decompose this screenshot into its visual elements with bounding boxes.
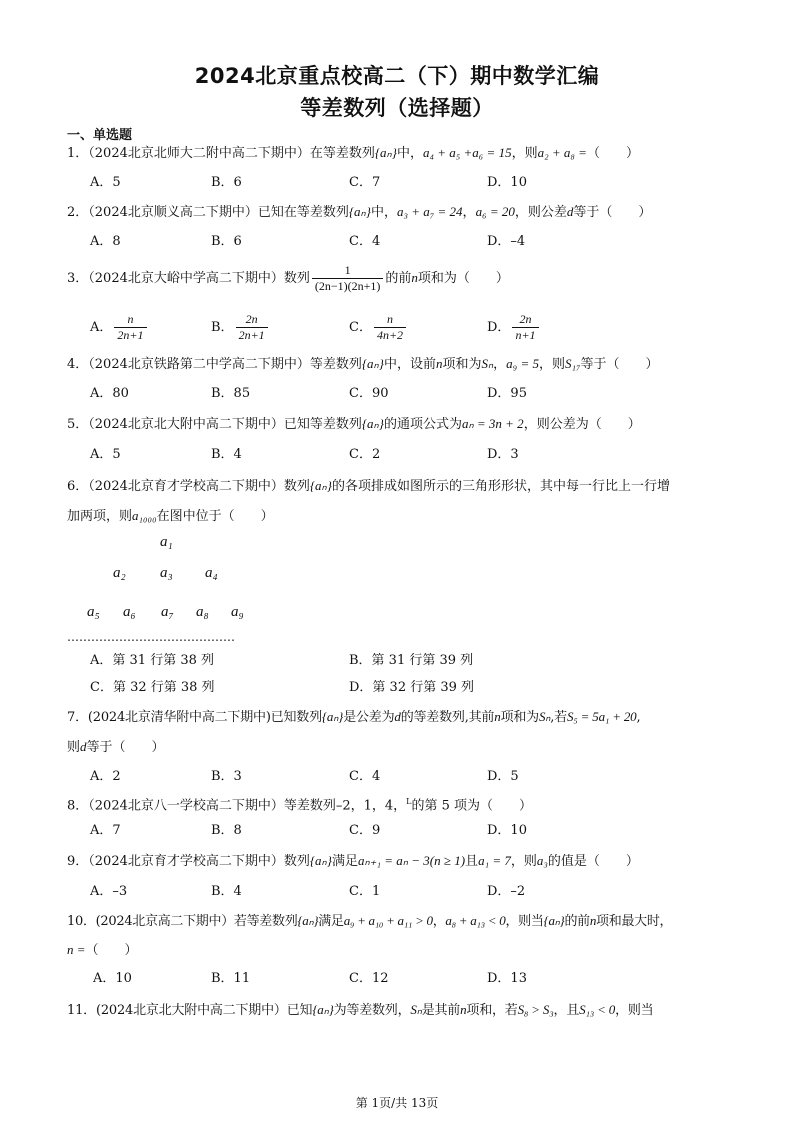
q10-text-d: 的前 [564, 914, 590, 929]
q9-text-c: 且 [465, 854, 479, 869]
q7-var-d-2: d [80, 739, 87, 754]
q7-option-d: D．5 [487, 769, 519, 784]
q3-d-frac [512, 312, 538, 343]
q11-seq: {aₙ} [312, 1002, 334, 1017]
q5-seq: {aₙ} [361, 416, 384, 431]
q5-text-c: ，则公差为（ ） [523, 417, 641, 432]
q5-text-b: 的通项公式为 [383, 417, 462, 432]
q7-text-f: 则 [67, 740, 81, 755]
q4-s17: S₁₇ [564, 356, 581, 371]
q6-a1000: a₁₀₀₀ [132, 508, 157, 523]
q3-b-label: B． [211, 320, 234, 335]
q8-text-a: 8．（2024北京八一学校高二下期中）等差数列–2，1，4， [67, 798, 407, 814]
q8-option-a: A．7 [90, 823, 121, 838]
q3-a-frac [114, 312, 146, 343]
q10-cond-1: a₉ + a₁₀ + a₁₁ > 0 [343, 913, 433, 928]
triangle-continuation-dots: …………………………………… [67, 630, 235, 644]
q3-var-n: n [411, 270, 418, 285]
q11-text-f: ，则当 [615, 1003, 654, 1018]
q8-option-c: C．9 [349, 823, 381, 838]
q1-option-c: C．7 [349, 175, 381, 190]
q1-text-a: 1．（2024北京北师大二附中高二下期中）在等差数列 [67, 146, 375, 161]
q4-var-n: n [435, 356, 443, 371]
q1-option-b: B．6 [211, 175, 242, 190]
q4-option-a: A．80 [90, 386, 129, 401]
q11-var-n: n [460, 1002, 467, 1017]
q10-text-e: 项和最大时， [596, 914, 673, 929]
q10-var-n: n [589, 913, 597, 928]
question-7-line-1 [67, 708, 732, 727]
q5-formula: aₙ = 3n + 2 [461, 416, 524, 431]
q2-option-d: D．–4 [487, 234, 526, 249]
q9-initial: a₁ = 7 [478, 853, 511, 868]
q3-a-den: 2n+1 [117, 328, 144, 342]
q1-formula: a₄ + a₅ +a₆ = 15 [422, 145, 512, 160]
q8-ellipsis: L [406, 797, 412, 806]
q6-text-c: 加两项，则 [67, 509, 133, 524]
q7-text-c: 的等差数列,其前 [400, 710, 495, 725]
q7-sn: Sₙ [538, 709, 551, 724]
q9-text-a: 9．（2024北京育才学校高二下期中）数列 [67, 854, 310, 869]
q2-var-d: d [566, 204, 574, 219]
q7-formula: S₅ = 5a₁ + 20 [566, 709, 637, 724]
q7-text-a: 7．(2024北京清华附中高二下期中)已知数列 [67, 710, 322, 725]
q7-text-e: ,若 [550, 710, 567, 725]
q3-b-den: 2n+1 [238, 328, 265, 342]
q4-option-d: D．95 [487, 386, 527, 401]
question-3 [67, 261, 732, 296]
q3-d-den: n+1 [515, 328, 536, 342]
question-2 [67, 203, 732, 222]
q3-c-frac [374, 312, 406, 343]
question-11 [67, 1001, 732, 1020]
q6-option-b: B．第 31 行第 39 列 [349, 653, 474, 668]
q11-cond-2: S₁₃ < 0 [579, 1002, 616, 1017]
q2-sep: ， [462, 205, 476, 220]
q3-text-c: 项和为（ ） [417, 271, 509, 286]
triangle-term: a₂ [113, 565, 126, 581]
q7-text-b: 是公差为 [343, 710, 395, 725]
q3-option-d [487, 312, 541, 343]
q4-option-b: B．85 [211, 386, 251, 401]
triangle-term: a₅ [87, 604, 100, 620]
triangle-term: a₃ [160, 565, 173, 581]
q6-seq: {aₙ} [309, 478, 332, 493]
q3-fraction [312, 263, 384, 294]
doc-title-line1: 2024北京重点校高二（下）期中数学汇编 [194, 64, 600, 88]
q5-text-a: 5．（2024北京北大附中高二下期中）已知等差数列 [67, 417, 362, 432]
q2-formula-2: a₆ = 20 [475, 204, 515, 219]
question-1 [67, 144, 732, 163]
q3-option-b [211, 312, 270, 343]
q3-b-frac [236, 312, 268, 343]
triangle-term: a₁ [160, 534, 173, 550]
q10-option-b: B．11 [211, 971, 251, 986]
q11-cond-1: S₈ > S₃ [517, 1002, 554, 1017]
q4-text-a: 4．（2024北京铁路第二中学高二下期中）等差数列 [67, 357, 362, 372]
q1-formula-2: a₂ + a₈ = [537, 145, 587, 160]
q5-option-a: A．5 [90, 447, 121, 462]
q3-b-num: 2n [236, 312, 268, 328]
q6-option-a: A．第 31 行第 38 列 [90, 653, 215, 668]
q11-text-b: 为等差数列， [333, 1003, 411, 1018]
q4-text-e: 等于（ ） [580, 357, 659, 372]
question-10-line-1 [67, 912, 732, 931]
q2-formula: a₃ + a₇ = 24 [396, 204, 463, 219]
q7-option-a: A．2 [90, 769, 121, 784]
q4-text-b: 中，设前 [383, 357, 436, 372]
q10-seq: {aₙ} [297, 913, 319, 928]
q8-option-d: D．10 [487, 823, 527, 838]
question-5 [67, 415, 732, 434]
q7-comma: , [636, 710, 641, 725]
question-4 [67, 355, 732, 374]
q2-option-c: C．4 [349, 234, 381, 249]
page-footer: 第 1页/共 13页 [355, 1096, 439, 1110]
q1-blank: （ ） [586, 146, 639, 161]
q6-text-a: 6．（2024北京育才学校高二下期中）数列 [67, 479, 310, 494]
q2-seq: {aₙ} [348, 204, 371, 219]
q6-text-b: 的各项排成如图所示的三角形形状，其中每一行比上一行增 [331, 479, 670, 494]
q10-option-a: A．10 [93, 971, 132, 986]
q11-text-d: 项和，若 [466, 1003, 518, 1018]
q7-var-d: d [394, 709, 401, 724]
q7-text-g: 等于（ ） [86, 740, 165, 755]
triangle-term: a₇ [161, 604, 174, 620]
q4-text-c: 项和为 [442, 357, 482, 372]
q3-option-c [349, 312, 408, 343]
q4-text-d: ，则 [538, 357, 565, 372]
q1-text-c: ，则 [511, 146, 538, 161]
q6-text-d: 在图中位于（ ） [156, 509, 274, 524]
q10-cond-2: a₈ + a₁₃ < 0 [445, 913, 506, 928]
q2-text-a: 2．（2024北京顺义高二下期中）已知在等差数列 [67, 205, 349, 220]
q9-option-b: B．4 [211, 884, 242, 899]
q2-option-b: B．6 [211, 234, 242, 249]
q9-seq: {aₙ} [309, 853, 332, 868]
q11-text-e: ，且 [553, 1003, 580, 1018]
q5-option-b: B．4 [211, 447, 242, 462]
q3-a-label: A． [90, 320, 113, 335]
q3-text-b: 的前 [385, 271, 412, 286]
question-9 [67, 852, 732, 871]
question-8 [67, 793, 732, 815]
q10-sep: ， [432, 914, 446, 929]
q10-seq-2: {aₙ} [543, 913, 565, 928]
q10-text-c: ，则当 [505, 914, 544, 929]
q4-seq: {aₙ} [361, 356, 384, 371]
q10-n-eq: n = [67, 942, 86, 957]
q3-c-den: 4n+2 [376, 328, 404, 342]
q2-text-c: ，则公差 [514, 205, 567, 220]
q9-text-e: 的值是（ ） [547, 854, 639, 869]
q1-text-b: 中， [396, 146, 423, 161]
q8-option-b: B．8 [211, 823, 242, 838]
q4-option-c: C．90 [349, 386, 389, 401]
q9-text-b: 满足 [331, 854, 358, 869]
q7-var-n: n [494, 709, 501, 724]
triangle-term: a₈ [196, 604, 209, 620]
q10-option-d: D．13 [487, 971, 527, 986]
q9-option-d: D．–2 [487, 884, 526, 899]
q3-c-num: n [374, 312, 406, 328]
q11-text-a: 11．(2024北京北大附中高二下期中）已知 [67, 1003, 313, 1018]
question-10-line-2 [67, 941, 732, 960]
q9-a3: a₃ [536, 853, 548, 868]
q9-recurrence: aₙ₊₁ = aₙ − 3(n ≥ 1) [357, 853, 466, 868]
q5-option-d: D．3 [487, 447, 519, 462]
q11-sn: Sₙ [410, 1002, 422, 1017]
q6-option-c: C．第 32 行第 38 列 [90, 680, 215, 695]
q10-blank: （ ） [85, 943, 138, 958]
q6-option-d: D．第 32 行第 39 列 [349, 680, 475, 695]
doc-title-line2: 等差数列（选择题） [300, 96, 494, 120]
q4-sn: Sₙ [481, 356, 494, 371]
q9-option-c: C．1 [349, 884, 381, 899]
q8-text-b: 的第 5 项为（ ） [411, 798, 533, 814]
q9-text-d: ，则 [510, 854, 537, 869]
q10-text-b: 满足 [318, 914, 344, 929]
q7-text-d: 项和为 [500, 710, 539, 725]
section-heading: 一、单选题 [67, 128, 133, 143]
q4-sep: ， [493, 357, 507, 372]
q2-text-b: 中， [370, 205, 397, 220]
triangle-term: a₉ [231, 604, 244, 620]
question-6-line-1 [67, 477, 732, 496]
question-7-line-2 [67, 738, 732, 757]
q3-frac-num: 1 [312, 263, 384, 279]
q11-text-c: 是其前 [421, 1003, 461, 1018]
q1-option-d: D．10 [487, 175, 527, 190]
q3-d-label: D． [487, 320, 511, 335]
q3-option-a [90, 312, 149, 343]
triangle-term: a₆ [123, 604, 136, 620]
q3-frac-den: (2n−1)(2n+1) [314, 279, 381, 293]
q7-option-c: C．4 [349, 769, 381, 784]
q3-a-num: n [114, 312, 146, 328]
q3-c-label: C． [349, 320, 372, 335]
q9-option-a: A．–3 [90, 884, 128, 899]
q4-formula: a₉ = 5 [506, 356, 539, 371]
q3-text-a: 3．（2024北京大峪中学高二下期中）数列 [67, 271, 310, 286]
triangle-term: a₄ [205, 565, 218, 581]
q2-text-d: 等于（ ） [573, 205, 652, 220]
q1-seq: {aₙ} [374, 145, 397, 160]
q10-option-c: C．12 [349, 971, 389, 986]
q1-option-a: A．5 [90, 175, 121, 190]
q10-text-a: 10．(2024北京高二下期中）若等差数列 [67, 914, 298, 929]
question-6-line-2 [67, 507, 732, 526]
q3-d-num: 2n [512, 312, 538, 328]
q2-option-a: A．8 [90, 234, 121, 249]
q7-seq: {aₙ} [321, 709, 344, 724]
q7-option-b: B．3 [211, 769, 242, 784]
q5-option-c: C．2 [349, 447, 381, 462]
